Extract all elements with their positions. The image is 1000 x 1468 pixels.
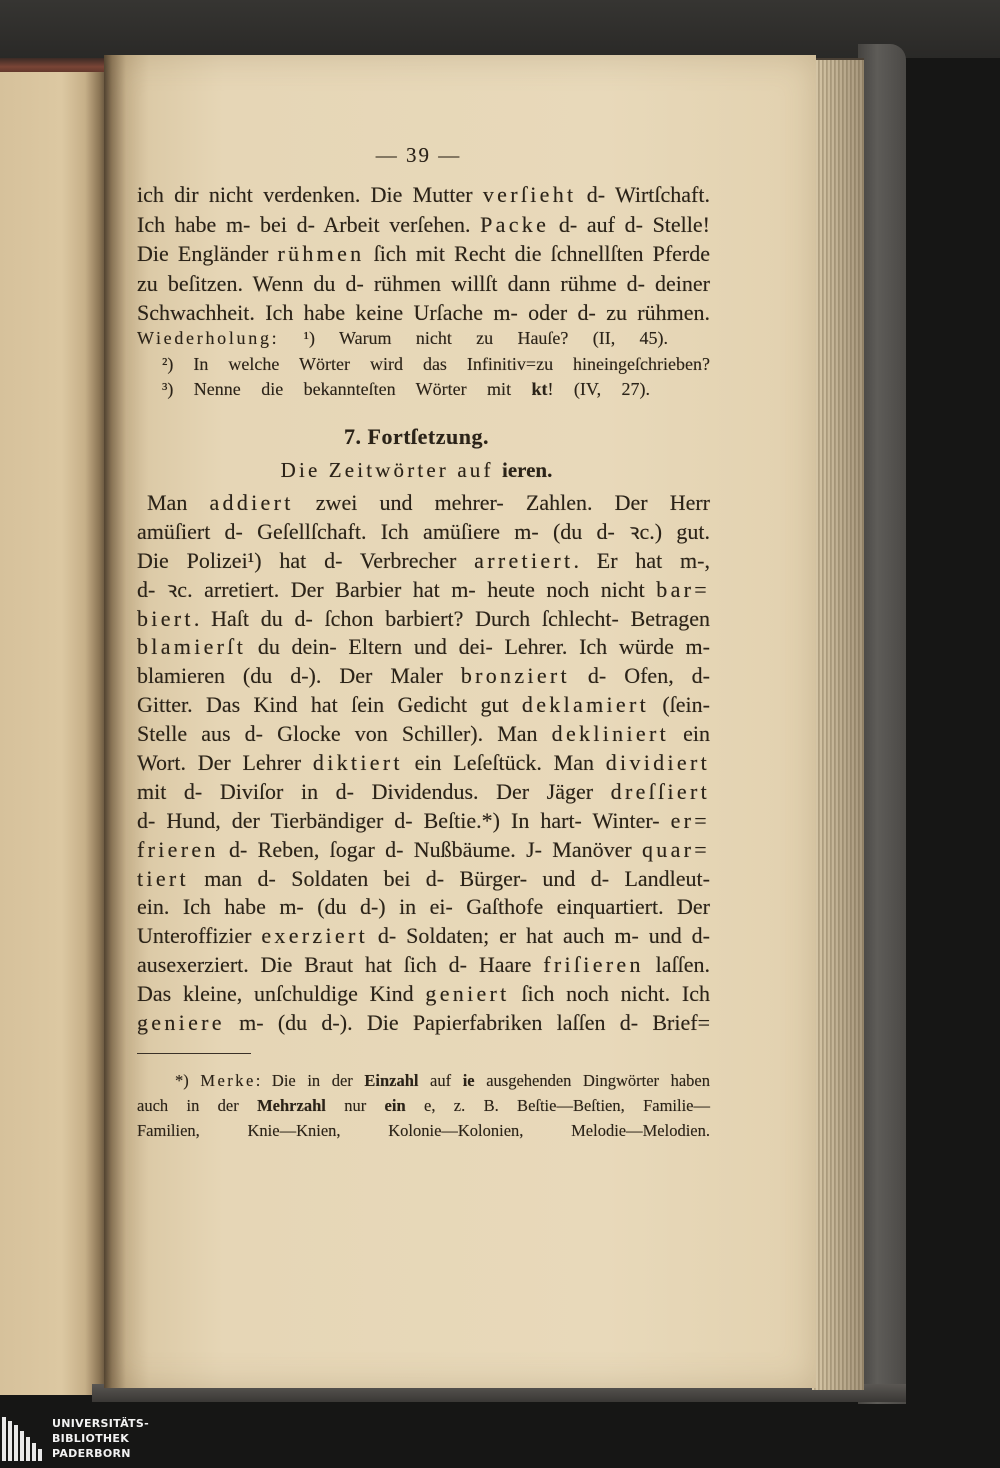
- text-segment: Unteroffizier: [137, 923, 262, 949]
- emphasized-word: bar=: [656, 576, 710, 602]
- text-line: [162, 377, 650, 403]
- text-line: [137, 239, 710, 269]
- text-segment: auch in der: [137, 1096, 258, 1115]
- text-segment: Man: [147, 490, 210, 515]
- text-segment: nur: [325, 1096, 385, 1115]
- emphasized-word: dekliniert: [551, 721, 669, 747]
- emphasized-word: addiert: [209, 490, 294, 515]
- text-segment: ſich noch nicht. Ich: [509, 981, 710, 1007]
- text-segment: Schwachheit. Ich habe keine Urſache m- oder d- zu rühmen.: [137, 300, 710, 325]
- emphasized-word: deklamiert: [521, 692, 649, 718]
- emphasized-word: blamierſt: [137, 634, 247, 660]
- text-segment: . Er hat m-,: [573, 547, 710, 573]
- bold-word: Einzahl: [364, 1071, 419, 1090]
- text-line: [137, 547, 710, 576]
- text-segment: *): [175, 1071, 201, 1090]
- text-line: [137, 326, 668, 352]
- text-line: [137, 778, 710, 807]
- text-segment: ²) In welche Wörter wird das Infinitiv=zu hineingeſchrieben?: [162, 353, 710, 374]
- section-subheading: [130, 456, 703, 484]
- text-segment: ſich mit Recht die ſchnellſten Pferde: [364, 241, 711, 266]
- emphasized-word: bronziert: [460, 663, 570, 689]
- text-segment: man d- Soldaten bei d- Bürger- und d- Landleut-: [188, 865, 710, 891]
- text-segment: : Die in der: [255, 1071, 365, 1090]
- emphasized-word: Die Zeitwörter auf: [280, 458, 502, 482]
- emphasized-word: tiert: [137, 865, 189, 891]
- footnote-divider: [137, 1053, 251, 1054]
- emphasized-word: exerziert: [261, 923, 368, 949]
- text-segment: Die Engländer: [137, 241, 278, 266]
- text-segment: mit d- Diviſor in d- Dividendus. Der Jäger: [137, 778, 611, 804]
- text-line: [137, 298, 710, 328]
- text-segment: ein: [668, 721, 710, 747]
- page-number: — 39 —: [375, 143, 462, 167]
- text-segment: (ſein-: [649, 692, 710, 718]
- emphasized-word: friſieren: [543, 952, 644, 978]
- logo-line: UNIVERSITÄTS-: [52, 1417, 149, 1430]
- text-segment: Die Polizei¹) hat d- Verbrecher: [137, 547, 475, 573]
- emphasized-word: biert: [137, 605, 194, 631]
- library-logo-text: [52, 1416, 149, 1461]
- text-segment: d- Soldaten; er hat auch m- und d-: [367, 923, 710, 949]
- scan-background-top: [0, 0, 1000, 58]
- text-segment: zwei und mehrer- Zahlen. Der Herr: [293, 490, 711, 515]
- text-segment: blamieren (du d-). Der Maler: [137, 663, 461, 689]
- text-line: [137, 1093, 710, 1118]
- emphasized-word: Merke: [200, 1071, 256, 1090]
- emphasized-word: diktiert: [312, 750, 403, 776]
- emphasized-word: Packe: [480, 211, 550, 237]
- text-line: [137, 691, 710, 720]
- text-segment: d- Wirtſchaft.: [576, 182, 710, 207]
- emphasized-word: geniert: [425, 981, 510, 1007]
- text-line: [137, 662, 710, 691]
- section-heading: 7. Fortſetzung.: [344, 424, 489, 449]
- text-line: [137, 180, 710, 210]
- text-segment: e, z. B. Beſtie—Beſtien, Familie—: [405, 1096, 711, 1115]
- emphasized-word: frieren: [137, 836, 219, 862]
- text-line: [137, 836, 710, 865]
- exercise-paragraph: [137, 489, 710, 1038]
- text-line: [137, 720, 710, 749]
- emphasized-word: er=: [670, 807, 710, 833]
- emphasized-word: geniere: [137, 1010, 225, 1036]
- text-segment: Familien, Knie—Knien, Kolonie—Kolonien, Melodie—Melodien.: [137, 1121, 710, 1140]
- text-line: [137, 269, 710, 299]
- text-segment: Stelle aus d- Glocke von Schiller). Man: [137, 721, 552, 747]
- text-segment: ¹) Warum nicht zu Hauſe? (II, 45).: [279, 328, 668, 348]
- text-line: [137, 749, 710, 778]
- book-cover-edge-right: [858, 44, 906, 1404]
- text-line: [137, 922, 710, 951]
- emphasized-word: rühmen: [277, 241, 365, 266]
- emphasized-word: dreſſiert: [610, 778, 710, 804]
- text-segment: ein Leſeſtück. Man: [402, 750, 606, 776]
- text-line: [137, 865, 710, 894]
- text-line: [137, 605, 710, 634]
- text-segment: Das kleine, unſchuldige Kind: [137, 981, 426, 1007]
- text-line: [137, 951, 710, 980]
- text-segment: ausgehenden Dingwörter haben: [474, 1071, 711, 1090]
- emphasized-word: dividiert: [605, 750, 710, 776]
- bold-word: Mehrzahl: [257, 1096, 326, 1115]
- bold-word: ein: [384, 1096, 406, 1115]
- text-segment: Wort. Der Lehrer: [137, 750, 313, 776]
- text-segment: Gitter. Das Kind hat ſein Gedicht gut: [137, 692, 522, 718]
- text-line: [137, 893, 710, 922]
- text-segment: d- Ofen, d-: [569, 663, 710, 689]
- library-logo: [0, 1413, 170, 1465]
- text-segment: du dein- Eltern und dei- Lehrer. Ich würde m-: [246, 634, 710, 660]
- text-line: [137, 633, 710, 662]
- logo-line: BIBLIOTHEK: [52, 1432, 130, 1445]
- text-line: [137, 489, 710, 518]
- text-segment: Ich habe m- bei d- Arbeit verſehen.: [137, 211, 481, 237]
- review-questions: [137, 326, 710, 403]
- text-segment: zu beſitzen. Wenn du d- rühmen willſt dann rühme d- deiner: [137, 270, 710, 296]
- page-stack-edges: [812, 58, 864, 1390]
- text-line: [137, 1118, 710, 1143]
- text-line: [137, 576, 710, 605]
- text-segment: ausexerziert. Die Braut hat ſich d- Haare: [137, 952, 544, 978]
- bold-word: ieren.: [502, 458, 553, 482]
- text-segment: amüſiert d- Geſellſchaft. Ich amüſiere m- (du d- ꝛc.) gut.: [137, 518, 710, 544]
- left-page-edge: [0, 72, 112, 1395]
- emphasized-word: verſieht: [482, 182, 577, 207]
- text-line: [137, 518, 710, 547]
- text-segment: ³) Nenne die bekannteſten Wörter mit: [162, 379, 532, 399]
- emphasized-word: quar=: [642, 836, 710, 862]
- logo-line: PADERBORN: [52, 1447, 131, 1460]
- text-segment: d- Reben, ſogar d- Nußbäume. J- Manöver: [218, 836, 642, 862]
- text-line: [137, 807, 710, 836]
- bold-word: kt: [531, 379, 548, 399]
- text-line: [137, 210, 710, 240]
- text-segment: d- Hund, der Tierbändiger d- Beſtie.*) In hart- Winter-: [137, 807, 671, 833]
- text-segment: m- (du d-). Die Papierfabriken laſſen d- Brief=: [224, 1010, 710, 1036]
- text-segment: . Haſt du d- ſchon barbiert? Durch ſchlecht- Betragen: [193, 605, 710, 631]
- text-segment: ! (IV, 27).: [547, 379, 650, 399]
- text-segment: auf: [418, 1071, 463, 1090]
- text-line: [137, 1009, 710, 1038]
- emphasized-word: arretiert: [474, 547, 574, 573]
- text-segment: d- auf d- Stelle!: [549, 211, 711, 237]
- emphasized-word: Wiederholung:: [137, 328, 280, 348]
- footnote: [137, 1068, 710, 1143]
- text-block-continuation: [137, 180, 710, 328]
- text-line: [137, 1068, 710, 1093]
- bold-word: ie: [462, 1071, 475, 1090]
- text-segment: ich dir nicht verdenken. Die Mutter: [137, 182, 483, 207]
- text-line: [162, 352, 710, 378]
- text-segment: d- ꝛc. arretiert. Der Barbier hat m- heute noch nicht: [137, 576, 657, 602]
- text-line: [137, 980, 710, 1009]
- text-segment: ein. Ich habe m- (du d-) in ei- Gaſthofe einquartiert. Der: [137, 894, 710, 920]
- text-segment: laſſen.: [643, 952, 710, 978]
